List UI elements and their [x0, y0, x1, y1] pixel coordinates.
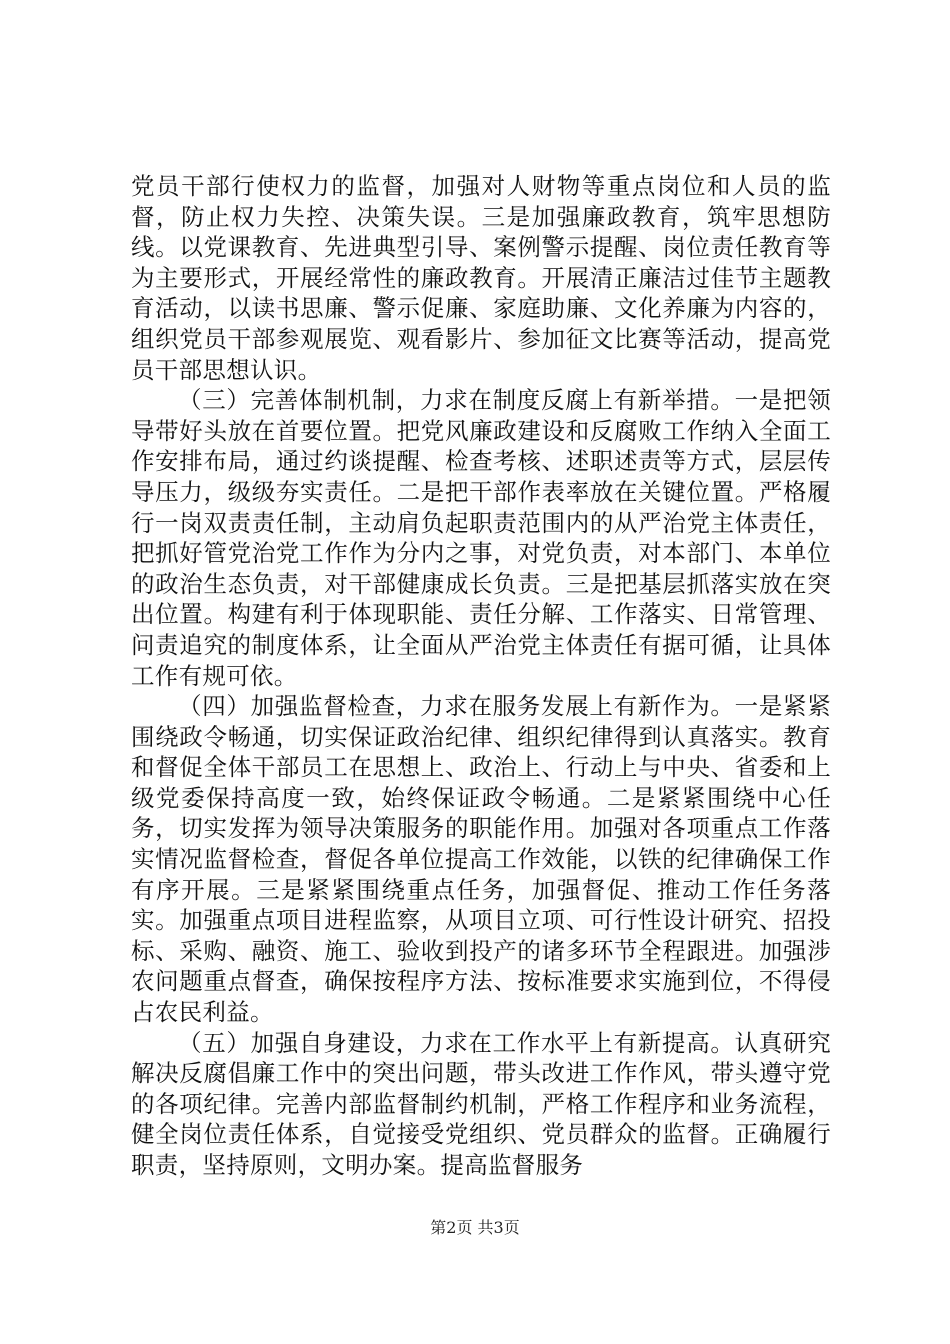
- page-number-footer: 第2页 共3页: [430, 1218, 520, 1237]
- paragraph-continuation: 党员干部行使权力的监督，加强对人财物等重点岗位和人员的监督，防止权力失控、决策失误。三是加强廉政教育，筑牢思想防线。以党课教育、先进典型引导、案例警示提醒、岗位责任教育等为主要形式，开展经常性的廉政教育。开展清正廉洁过佳节主题教育活动，以读书思廉、警示促廉、家庭助廉、文化养廉为内容的，组织党员干部参观展览、观看影片、参加征文比赛等活动，提高党员干部思想认识。: [131, 172, 831, 384]
- paragraph-section-5: （五）加强自身建设，力求在工作水平上有新提高。认真研究解决反腐倡廉工作中的突出问题，带头改进工作作风，带头遵守党的各项纪律。完善内部监督制约机制，严格工作程序和业务流程，健全岗位责任体系，自觉接受党组织、党员群众的监督。正确履行职责，坚持原则，文明办案。提高监督服务: [131, 1028, 831, 1179]
- paragraph-section-3: （三）完善体制机制，力求在制度反腐上有新举措。一是把领导带好头放在首要位置。把党风廉政建设和反腐败工作纳入全面工作安排布局，通过约谈提醒、检查考核、述职述责等方式，层层传导压力，级级夯实责任。二是把干部作表率放在关键位置。严格履行一岗双责责任制，主动肩负起职责范围内的从严治党主体责任，把抓好管党治党工作作为分内之事，对党负责，对本部门、本单位的政治生态负责，对干部健康成长负责。三是把基层抓落实放在突出位置。构建有利于体现职能、责任分解、工作落实、日常管理、问责追究的制度体系，让全面从严治党主体责任有据可循，让具体工作有规可依。: [131, 386, 831, 690]
- paragraph-section-4: （四）加强监督检查，力求在服务发展上有新作为。一是紧紧围绕政令畅通，切实保证政治纪律、组织纪律得到认真落实。教育和督促全体干部员工在思想上、政治上、行动上与中央、省委和上级党委保持高度一致，始终保证政令畅通。二是紧紧围绕中心任务，切实发挥为领导决策服务的职能作用。加强对各项重点工作落实情况监督检查，督促各单位提高工作效能，以铁的纪律确保工作有序开展。三是紧紧围绕重点任务，加强督促、推动工作任务落实。加强重点项目进程监察，从项目立项、可行性设计研究、招投标、采购、融资、施工、验收到投产的诸多环节全程跟进。加强涉农问题重点督查，确保按程序方法、按标准要求实施到位，不得侵占农民利益。: [131, 692, 831, 1027]
- document-body: [131, 171, 831, 1181]
